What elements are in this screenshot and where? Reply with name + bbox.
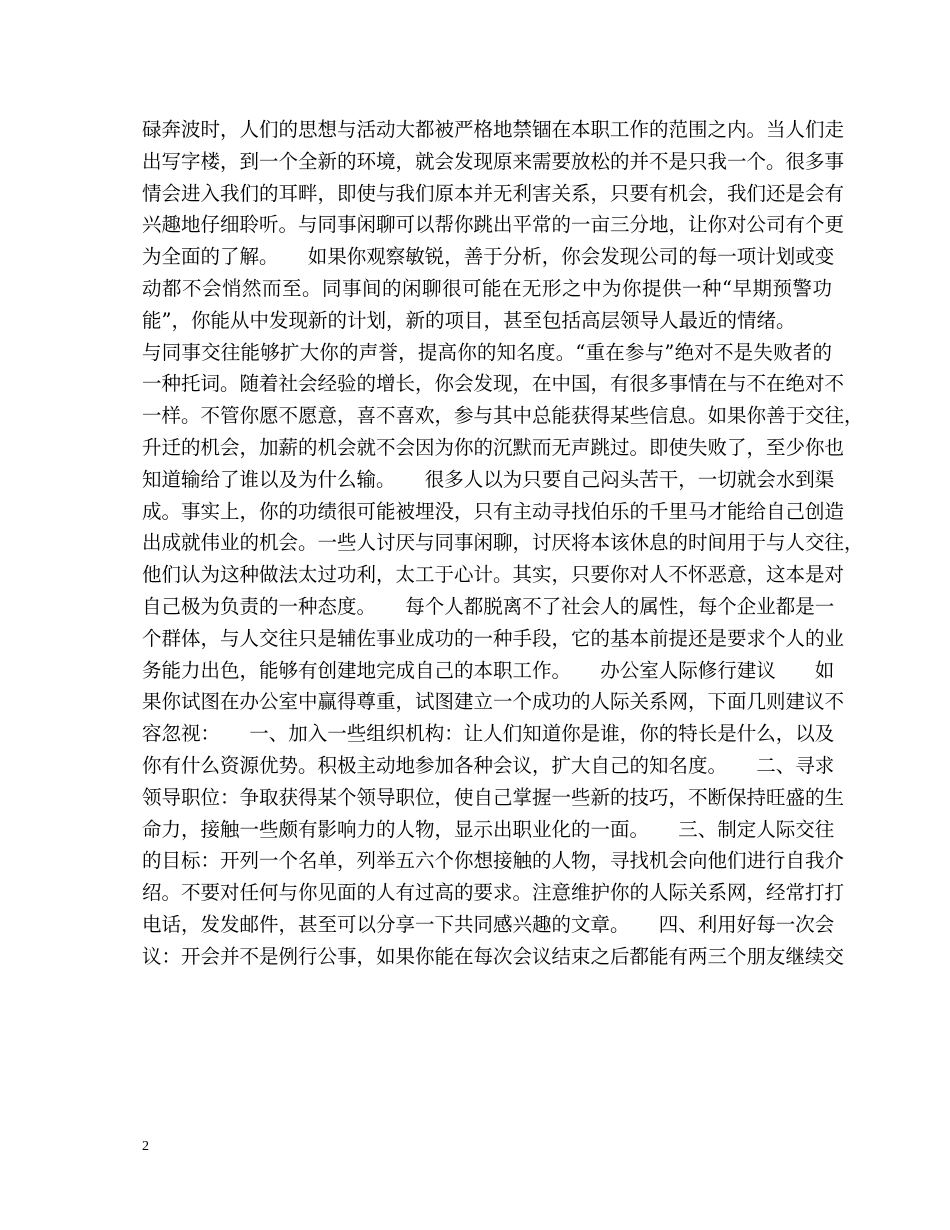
text-line: 碌奔波时，人们的思想与活动大都被严格地禁锢在本职工作的范围之内。当人们走	[142, 118, 845, 141]
text-line: 领导职位：争取获得某个领导职位，使自己掌握一些新的技巧，不断保持旺盛的生	[142, 785, 845, 809]
text-line: 电话，发发邮件，甚至可以分享一下共同感兴趣的文章。 四、利用好每一次会	[142, 912, 835, 936]
text-line: 绍。不要对任何与你见面的人有过高的要求。注意维护你的人际关系网，经常打打	[142, 881, 845, 905]
text-line: 你有什么资源优势。积极主动地参加各种会议，扩大自己的知名度。 二、寻求	[142, 753, 835, 777]
text-line: 成。事实上，你的功绩很可能被埋没，只有主动寻找伯乐的千里马才能给自己创造	[142, 499, 845, 523]
page-number: 2	[142, 1139, 149, 1154]
text-line: 他们认为这种做法太过功利，太工于心计。其实，只要你对人不怀恶意，这本是对	[142, 563, 845, 587]
text-line: 个群体，与人交往只是辅佐事业成功的一种手段，它的基本前提还是要求个人的业	[142, 626, 845, 650]
text-line: 一种托词。随着社会经验的增长，你会发现，在中国，有很多事情在与不在绝对不	[142, 372, 845, 396]
text-line: 一样。不管你愿不愿意，喜不喜欢，参与其中总能获得某些信息。如果你善于交往，	[142, 404, 864, 428]
text-line: 与同事交往能够扩大你的声誉，提高你的知名度。“重在参与”绝对不是失败者的	[142, 340, 832, 364]
text-line: 的目标：开列一个名单，列举五六个你想接触的人物，寻找机会向他们进行自我介	[142, 849, 845, 873]
text-line: 情会进入我们的耳畔，即使与我们原本并无利害关系，只要有机会，我们还是会有	[142, 181, 845, 205]
text-line: 知道输给了谁以及为什么输。 很多人以为只要自己闷头苦干，一切就会水到渠	[142, 467, 835, 491]
text-line: 命力，接触一些颇有影响力的人物，显示出职业化的一面。 三、制定人际交往	[142, 817, 835, 841]
text-line: 务能力出色，能够有创建地完成自己的本职工作。 办公室人际修行建议 如	[142, 658, 835, 682]
text-line: 议：开会并不是例行公事，如果你能在每次会议结束之后都能有两三个朋友继续交	[142, 944, 845, 968]
text-line: 果你试图在办公室中赢得尊重，试图建立一个成功的人际关系网，下面几则建议不	[142, 690, 845, 714]
text-line: 兴趣地仔细聆听。与同事闲聊可以帮你跳出平常的一亩三分地，让你对公司有个更	[142, 213, 845, 237]
text-line: 升迁的机会，加薪的机会就不会因为你的沉默而无声跳过。即使失败了，至少你也	[142, 435, 845, 459]
text-line: 出成就伟业的机会。一些人讨厌与同事闲聊，讨厌将本该休息的时间用于与人交往，	[142, 531, 864, 555]
text-line: 能”，你能从中发现新的计划，新的项目，甚至包括高层领导人最近的情绪。	[142, 308, 796, 332]
text-line: 容忽视： 一、加入一些组织机构：让人们知道你是谁，你的特长是什么，以及	[142, 722, 835, 746]
text-line: 自己极为负责的一种态度。 每个人都脱离不了社会人的属性，每个企业都是一	[142, 594, 835, 618]
text-line: 动都不会悄然而至。同事间的闲聊很可能在无形之中为你提供一种“早期预警功	[142, 276, 832, 300]
body-text	[142, 114, 864, 973]
text-line: 出写字楼，到一个全新的环境，就会发现原来需要放松的并不是只我一个。很多事	[142, 149, 845, 173]
text-line: 为全面的了解。 如果你观察敏锐，善于分析，你会发现公司的每一项计划或变	[142, 245, 835, 269]
